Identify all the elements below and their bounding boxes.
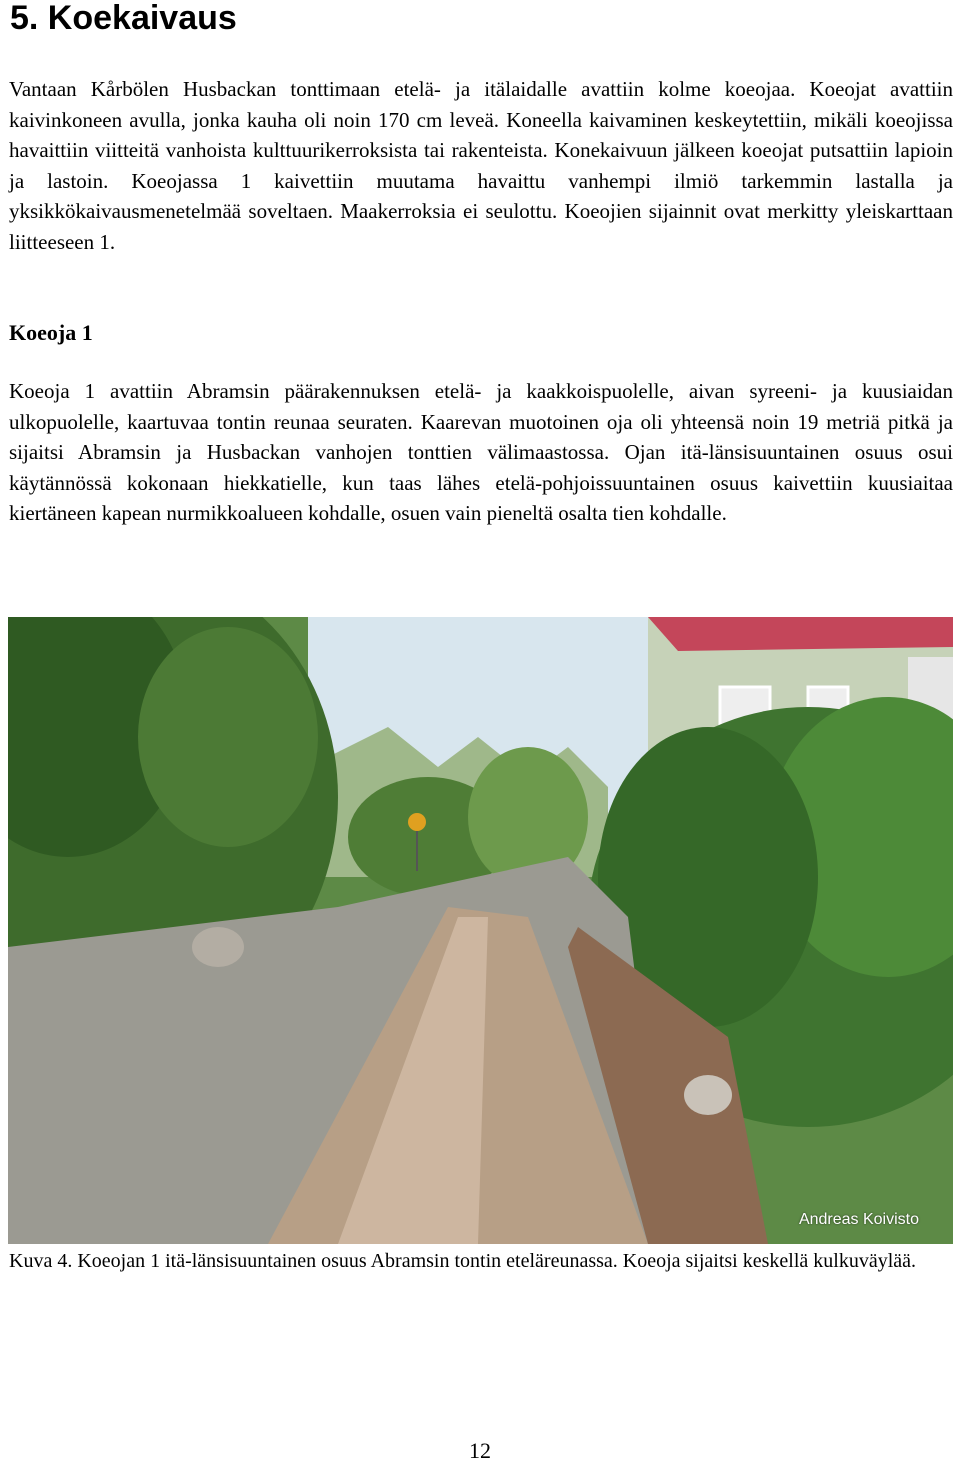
excavation-photo: [8, 617, 953, 1244]
photo-credit: Andreas Koivisto: [798, 1211, 919, 1228]
koeoja-paragraph: Koeoja 1 avattiin Abramsin päärakennuksen etelä- ja kaakkoispuolelle, aivan syreeni- ja kuusiaidan ulkopuolelle, kaartuvaa tontin reunaa seuraten. Kaarevan muotoinen oja oli yhteensä noin 19 metriä pitkä ja sijaitsi Abramsin ja Husbackan vanhojen tonttien välimaastossa. Ojan itä-länsisuuntainen osuus osui käytännössä kokonaan hiekkatielle, kun taas lähes etelä-pohjoissuuntainen osuus kaivettiin kuusiaitaa kiertäneen kapean nurmikkoalueen kohdalle, osuen vain pieneltä osalta tien kohdalle.: [9, 379, 953, 526]
section-heading: 5. Koekaivaus: [10, 0, 237, 37]
figure-caption: Kuva 4. Koeojan 1 itä-länsisuuntainen osuus Abramsin tontin eteläreunassa. Koeoja sijaitsi keskellä kulkuväylää.: [9, 1250, 917, 1272]
intro-paragraph: Vantaan Kårbölen Husbackan tonttimaan etelä- ja itälaidalle avattiin kolme koeojaa. Koeojat avattiin kaivinkoneen avulla, jonka kauha oli noin 170 cm leveä. Koneella kaivaminen keskeytettiin, mikäli koeojissa havaittiin viitteitä vanhoista kulttuurikerroksista tai rakenteista. Konekaivuun jälkeen koeojat putsattiin lapioin ja lastoin. Koeojassa 1 kaivettiin muutama havaittu vanhempi ilmiö tarkemmin lastalla ja yksikkökaivausmenetelmää soveltaen. Maakerroksia ei seulottu. Koeojien sijainnit ovat merkitty yleiskarttaan liitteeseen 1.: [9, 77, 953, 254]
page-number: 12: [469, 1438, 491, 1463]
subsection-heading: Koeoja 1: [9, 320, 93, 345]
